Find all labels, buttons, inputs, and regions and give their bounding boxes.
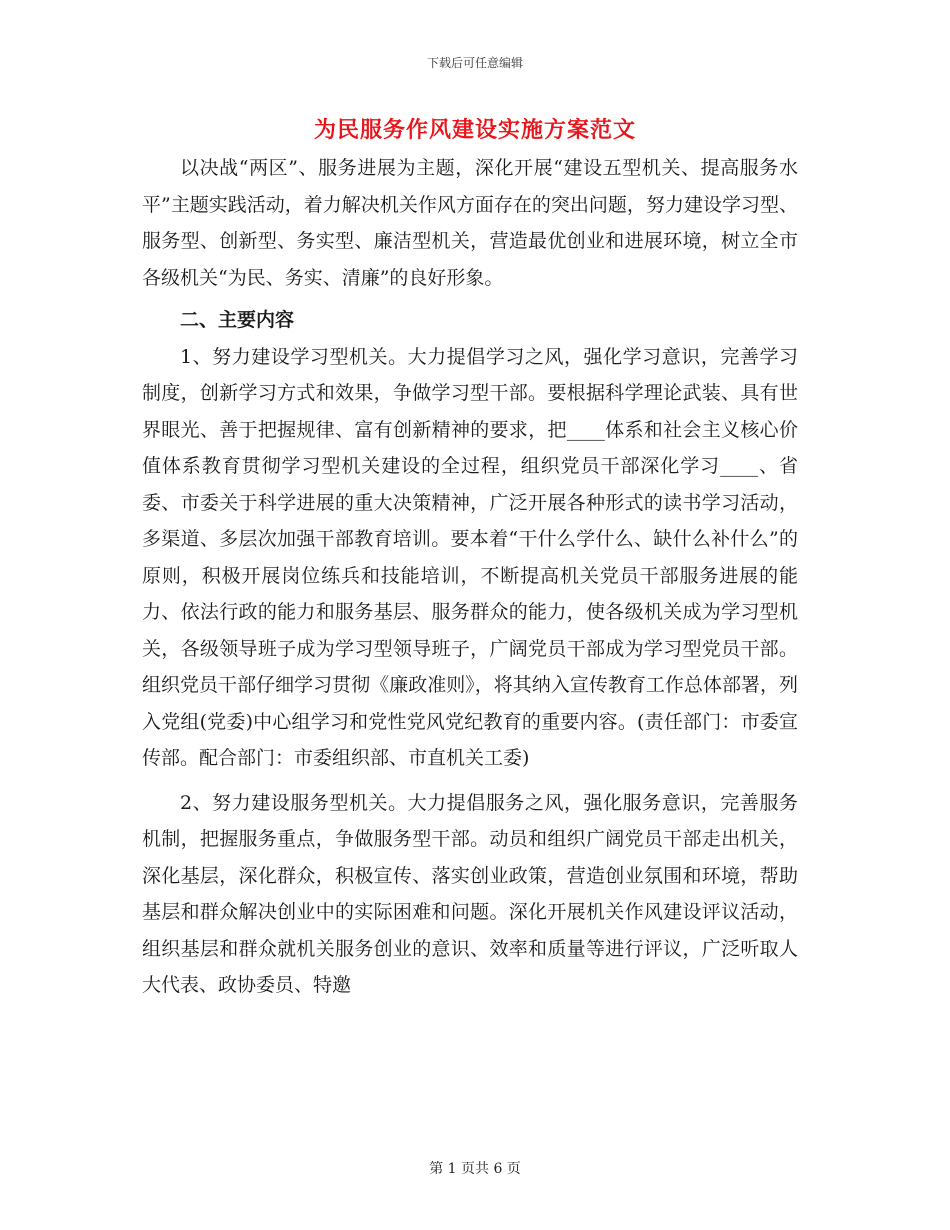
document-title: 为民服务作风建设实施方案范文 [313, 117, 636, 143]
document-body [142, 150, 798, 1004]
header-note: 下载后可任意编辑 [426, 56, 523, 70]
page-number: 第 1 页共 6 页 [429, 1161, 521, 1177]
section-heading: 二、主要内容 [180, 309, 295, 331]
item-1-paragraph: 1、努力建设学习型机关。大力提倡学习之风，强化学习意识，完善学习制度，创新学习方式和效果，争做学习型干部。要根据科学理论武装、具有世界眼光、善于把握规律、富有创新精神的要求，把____体系和社会主义核心价值体系教育贯彻学习型机关建设的全过程，组织党员干部深化学习____、省委、市委关于科学进展的重大决策精神，广泛开展各种形式的读书学习活动，多渠道、多层次加强干部教育培训。要本着“干什么学什么、缺什么补什么”的原则，积极开展岗位练兵和技能培训，不断提高机关党员干部服务进展的能力、依法行政的能力和服务基层、服务群众的能力，使各级机关成为学习型机关，各级领导班子成为学习型领导班子，广阔党员干部成为学习型党员干部。组织党员干部仔细学习贯彻《廉政准则》，将其纳入宣传教育工作总体部署，列入党组(党委)中心组学习和党性党风党纪教育的重要内容。(责任部门：市委宣传部。配合部门：市委组织部、市直机关工委) [142, 345, 798, 769]
item-2-paragraph: 2、努力建设服务型机关。大力提倡服务之风，强化服务意识，完善服务机制，把握服务重点，争做服务型干部。动员和组织广阔党员干部走出机关，深化基层，深化群众，积极宣传、落实创业政策，营造创业氛围和环境，帮助基层和群众解决创业中的实际困难和问题。深化开展机关作风建设评议活动，组织基层和群众就机关服务创业的意识、效率和质量等进行评议，广泛听取人大代表、政协委员、特邀 [142, 791, 798, 996]
intro-paragraph: 以决战“两区”、服务进展为主题，深化开展“建设五型机关、提高服务水平”主题实践活动，着力解决机关作风方面存在的突出问题，努力建设学习型、服务型、创新型、务实型、廉洁型机关，营造最优创业和进展环境，树立全市各级机关“为民、务实、清廉”的良好形象。 [142, 157, 798, 289]
